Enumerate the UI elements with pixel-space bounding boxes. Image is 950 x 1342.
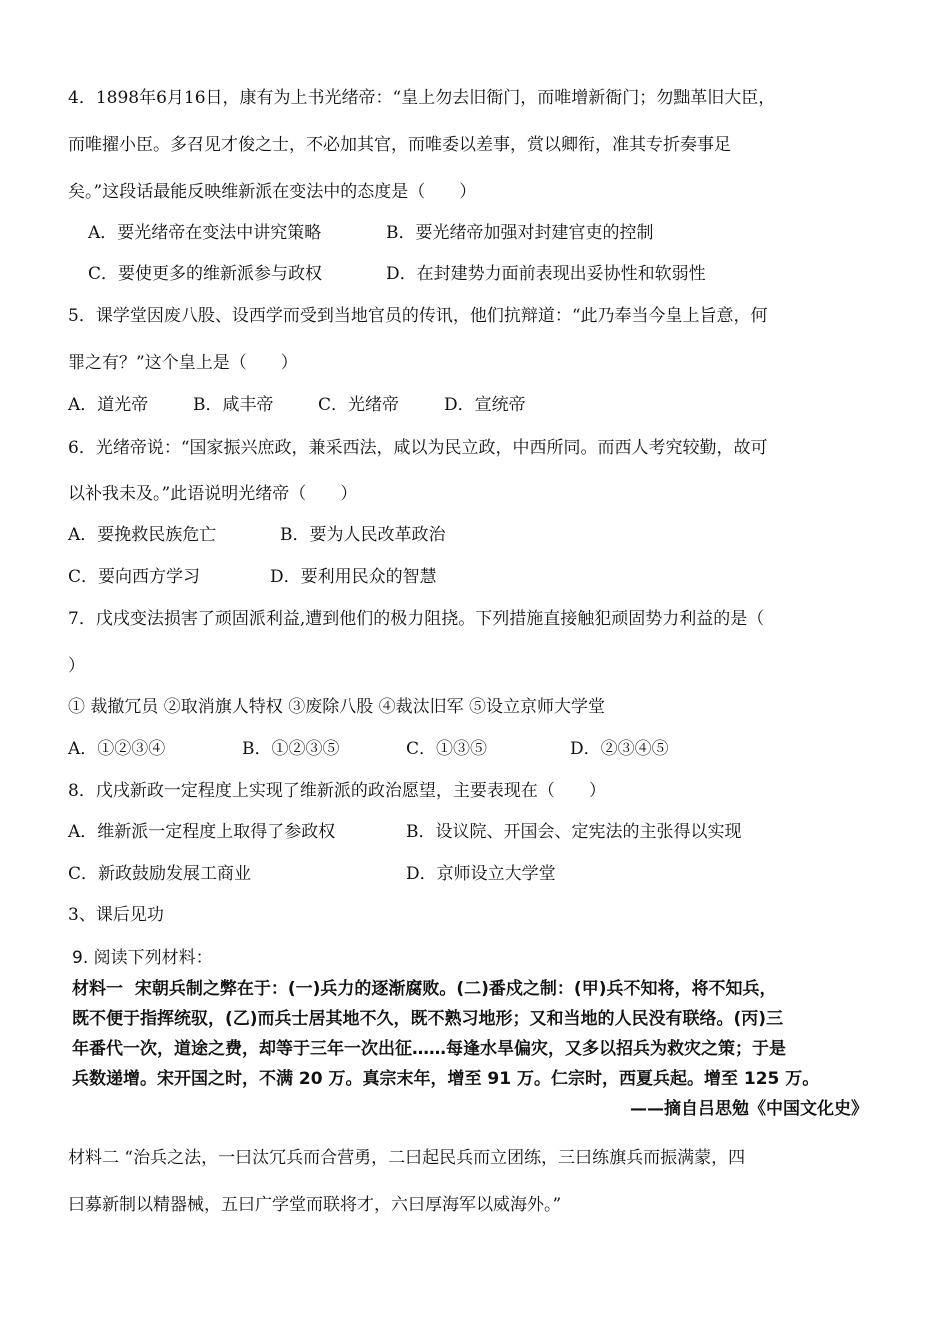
q7-option-b: B．①②③⑤ (242, 739, 340, 759)
q4-stem-line-2: 而唯擢小臣。多召见才俊之士，不必加其官，而唯委以差事，赏以卿衔，准其专折奏事足 (68, 135, 731, 155)
q8-option-b: B．设议院、开国会、定宪法的主张得以实现 (406, 822, 742, 842)
q7-stem-line-1: 7．戊戌变法损害了顽固派利益,遭到他们的极力阻挠。下列措施直接触犯顽固势力利益的是（ (68, 609, 765, 629)
q6-option-b: B．要为人民改革政治 (280, 525, 446, 545)
q7-measure-list: ① 裁撤冗员 ②取消旗人特权 ③废除八股 ④裁汰旧军 ⑤设立京师大学堂 (68, 697, 606, 717)
q4-option-a: A．要光绪帝在变法中讲究策略 (88, 223, 322, 243)
q9-title: 9. 阅读下列材料： (72, 948, 213, 968)
q6-option-c: C．要向西方学习 (68, 567, 201, 587)
q5-stem-line-1: 5．课学堂因废八股、设西学而受到当地官员的传讯，他们抗辩道：“此乃奉当今皇上旨意，何 (68, 306, 768, 326)
q6-stem-line-2: 以补我未及。”此语说明光绪帝（ ） (68, 484, 358, 504)
q9-material-1-line-4: 兵数递增。宋开国之时，不满 20 万。真宗末年，增至 91 万。仁宗时，西夏兵起。增至 125 万。 (72, 1069, 820, 1089)
q9-material-2-line-1: 材料二 “治兵之法，一曰汰冗兵而合营勇，二曰起民兵而立团练，三曰练旗兵而振满蒙，四 (68, 1148, 746, 1168)
q5-option-b: B．咸丰帝 (193, 395, 274, 415)
q8-option-c: C．新政鼓励发展工商业 (68, 864, 252, 884)
q4-stem-line-3: 矣。”这段话最能反映维新派在变法中的态度是（ ） (68, 182, 477, 202)
q9-material-1-source: ——摘自吕思勉《中国文化史》 (630, 1099, 868, 1119)
q8-option-d: D．京师设立大学堂 (406, 864, 556, 884)
q7-option-d: D．②③④⑤ (570, 739, 669, 759)
q8-option-a: A．维新派一定程度上取得了参政权 (68, 822, 336, 842)
q5-option-a: A．道光帝 (68, 395, 149, 415)
q5-option-c: C．光绪帝 (318, 395, 400, 415)
q9-material-2-line-2: 曰募新制以精器械，五曰广学堂而联将才，六曰厚海军以威海外。” (68, 1195, 562, 1215)
q5-stem-line-2: 罪之有？”这个皇上是（ ） (68, 353, 298, 373)
q9-material-1-line-1 (72, 977, 776, 1001)
q9-material-1-label: 材料一 (72, 979, 123, 999)
q9-material-1-text-1: 宋朝兵制之弊在于：(一)兵力的逐渐腐败。(二)番戍之制：(甲)兵不知将，将不知兵， (134, 979, 777, 999)
q4-stem-line-1: 4．1898年6月16日，康有为上书光绪帝：“皇上勿去旧衙门，而唯增新衙门；勿黜革旧大臣， (68, 88, 776, 108)
q6-option-d: D．要利用民众的智慧 (270, 567, 437, 587)
q7-option-a: A．①②③④ (68, 739, 166, 759)
q9-material-1-line-2: 既不便于指挥统驭，(乙)而兵士居其地不久，既不熟习地形；又和当地的人民没有联络。(丙)三 (72, 1009, 784, 1029)
q4-option-b: B．要光绪帝加强对封建官吏的控制 (386, 223, 654, 243)
q6-stem-line-1: 6．光绪帝说：“国家振兴庶政，兼采西法，咸以为民立政，中西所同。而西人考究较勤，故可 (68, 438, 768, 458)
q7-stem-line-2: ） (68, 656, 85, 676)
q4-option-d: D．在封建势力面前表现出妥协性和软弱性 (386, 264, 706, 284)
section-heading: 3、课后见功 (68, 905, 164, 925)
q7-option-c: C．①③⑤ (406, 739, 488, 759)
q4-option-c: C．要使更多的维新派参与政权 (88, 264, 323, 284)
q8-stem: 8．戊戌新政一定程度上实现了维新派的政治愿望，主要表现在（ ） (68, 781, 606, 801)
q6-option-a: A．要挽救民族危亡 (68, 525, 217, 545)
q9-material-1-line-3: 年番代一次，道途之费，却等于三年一次出征……每逢水旱偏灾，又多以招兵为救灾之策；于是 (72, 1039, 786, 1059)
q5-option-d: D．宣统帝 (444, 395, 526, 415)
